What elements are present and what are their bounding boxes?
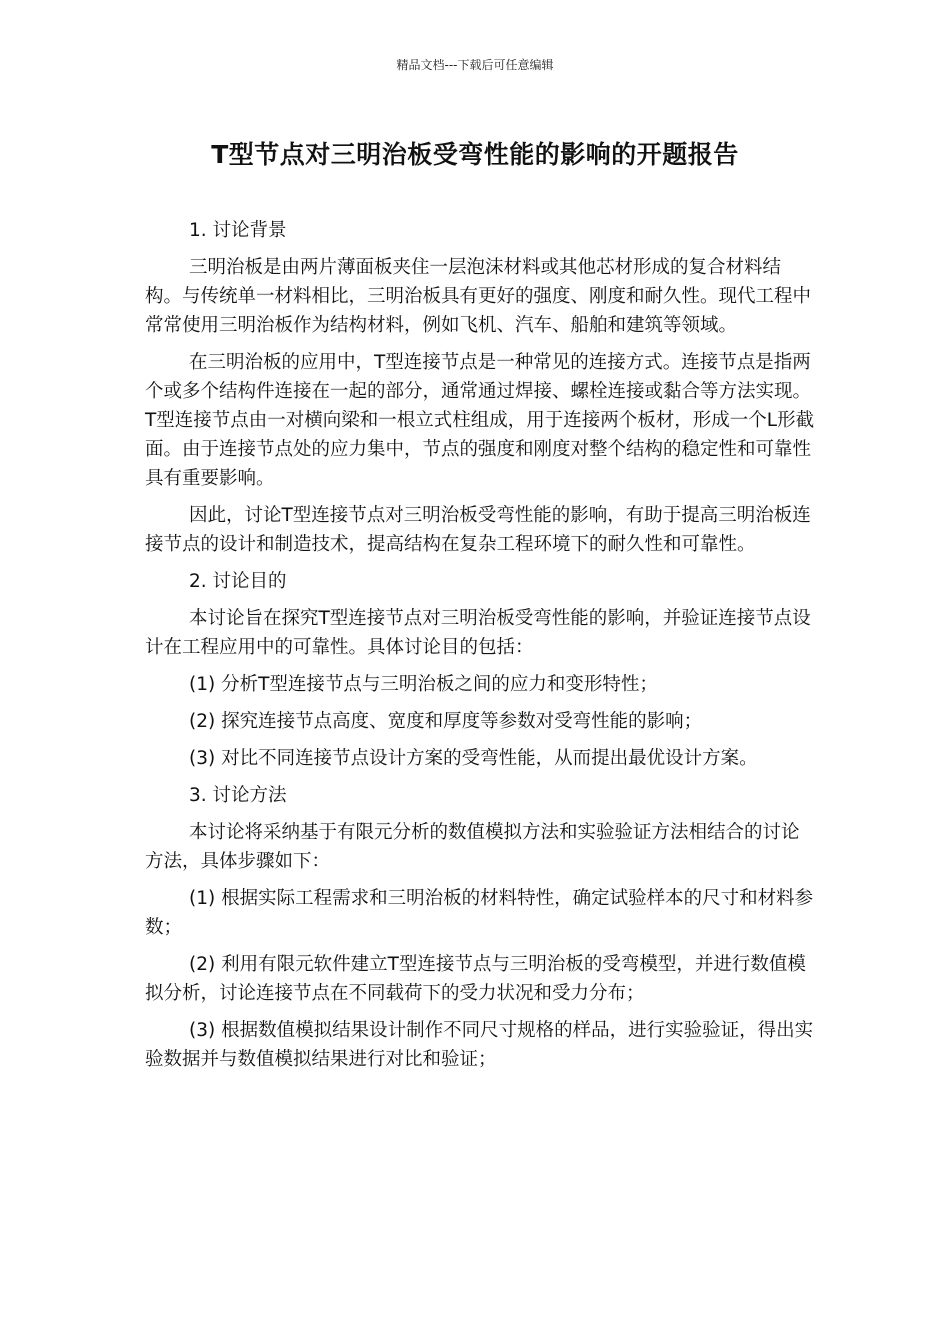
document-title: T型节点对三明治板受弯性能的影响的开题报告 (211, 140, 739, 169)
paragraph: 三明治板是由两片薄面板夹住一层泡沫材料或其他芯材形成的复合材料结构。与传统单一材料相比，三明治板具有更好的强度、刚度和耐久性。现代工程中常常使用三明治板作为结构材料，例如飞机、汽车、船舶和建筑等领域。 (145, 257, 812, 336)
paragraph: 本讨论将采纳基于有限元分析的数值模拟方法和实验验证方法相结合的讨论方法，具体步骤如下： (145, 822, 800, 872)
list-item: (2) 利用有限元软件建立T型连接节点与三明治板的受弯模型，并进行数值模拟分析，讨论连接节点在不同载荷下的受力状况和受力分布； (145, 954, 806, 1004)
section-heading-background: 1. 讨论背景 (189, 220, 287, 241)
list-item: (3) 对比不同连接节点设计方案的受弯性能，从而提出最优设计方案。 (189, 748, 758, 769)
header-note: 精品文档---下载后可任意编辑 (396, 58, 554, 72)
paragraph: 本讨论旨在探究T型连接节点对三明治板受弯性能的影响，并验证连接节点设计在工程应用中的可靠性。具体讨论目的包括： (145, 608, 811, 658)
paragraph: 因此，讨论T型连接节点对三明治板受弯性能的影响，有助于提高三明治板连接节点的设计和制造技术，提高结构在复杂工程环境下的耐久性和可靠性。 (145, 505, 811, 555)
section-heading-method: 3. 讨论方法 (189, 785, 287, 806)
section-heading-purpose: 2. 讨论目的 (189, 571, 287, 592)
list-item: (3) 根据数值模拟结果设计制作不同尺寸规格的样品，进行实验验证，得出实验数据并与数值模拟结果进行对比和验证； (145, 1020, 814, 1070)
list-item: (1) 分析T型连接节点与三明治板之间的应力和变形特性； (189, 674, 658, 695)
list-item: (2) 探究连接节点高度、宽度和厚度等参数对受弯性能的影响； (189, 711, 703, 732)
paragraph: 在三明治板的应用中，T型连接节点是一种常见的连接方式。连接节点是指两个或多个结构件连接在一起的部分，通常通过焊接、螺栓连接或黏合等方法实现。T型连接节点由一对横向梁和一根立式柱组成，用于连接两个板材，形成一个L形截面。由于连接节点处的应力集中，节点的强度和刚度对整个结构的稳定性和可靠性具有重要影响。 (145, 352, 815, 489)
list-item: (1) 根据实际工程需求和三明治板的材料特性，确定试验样本的尺寸和材料参数； (145, 888, 814, 938)
document-body (145, 216, 817, 1082)
